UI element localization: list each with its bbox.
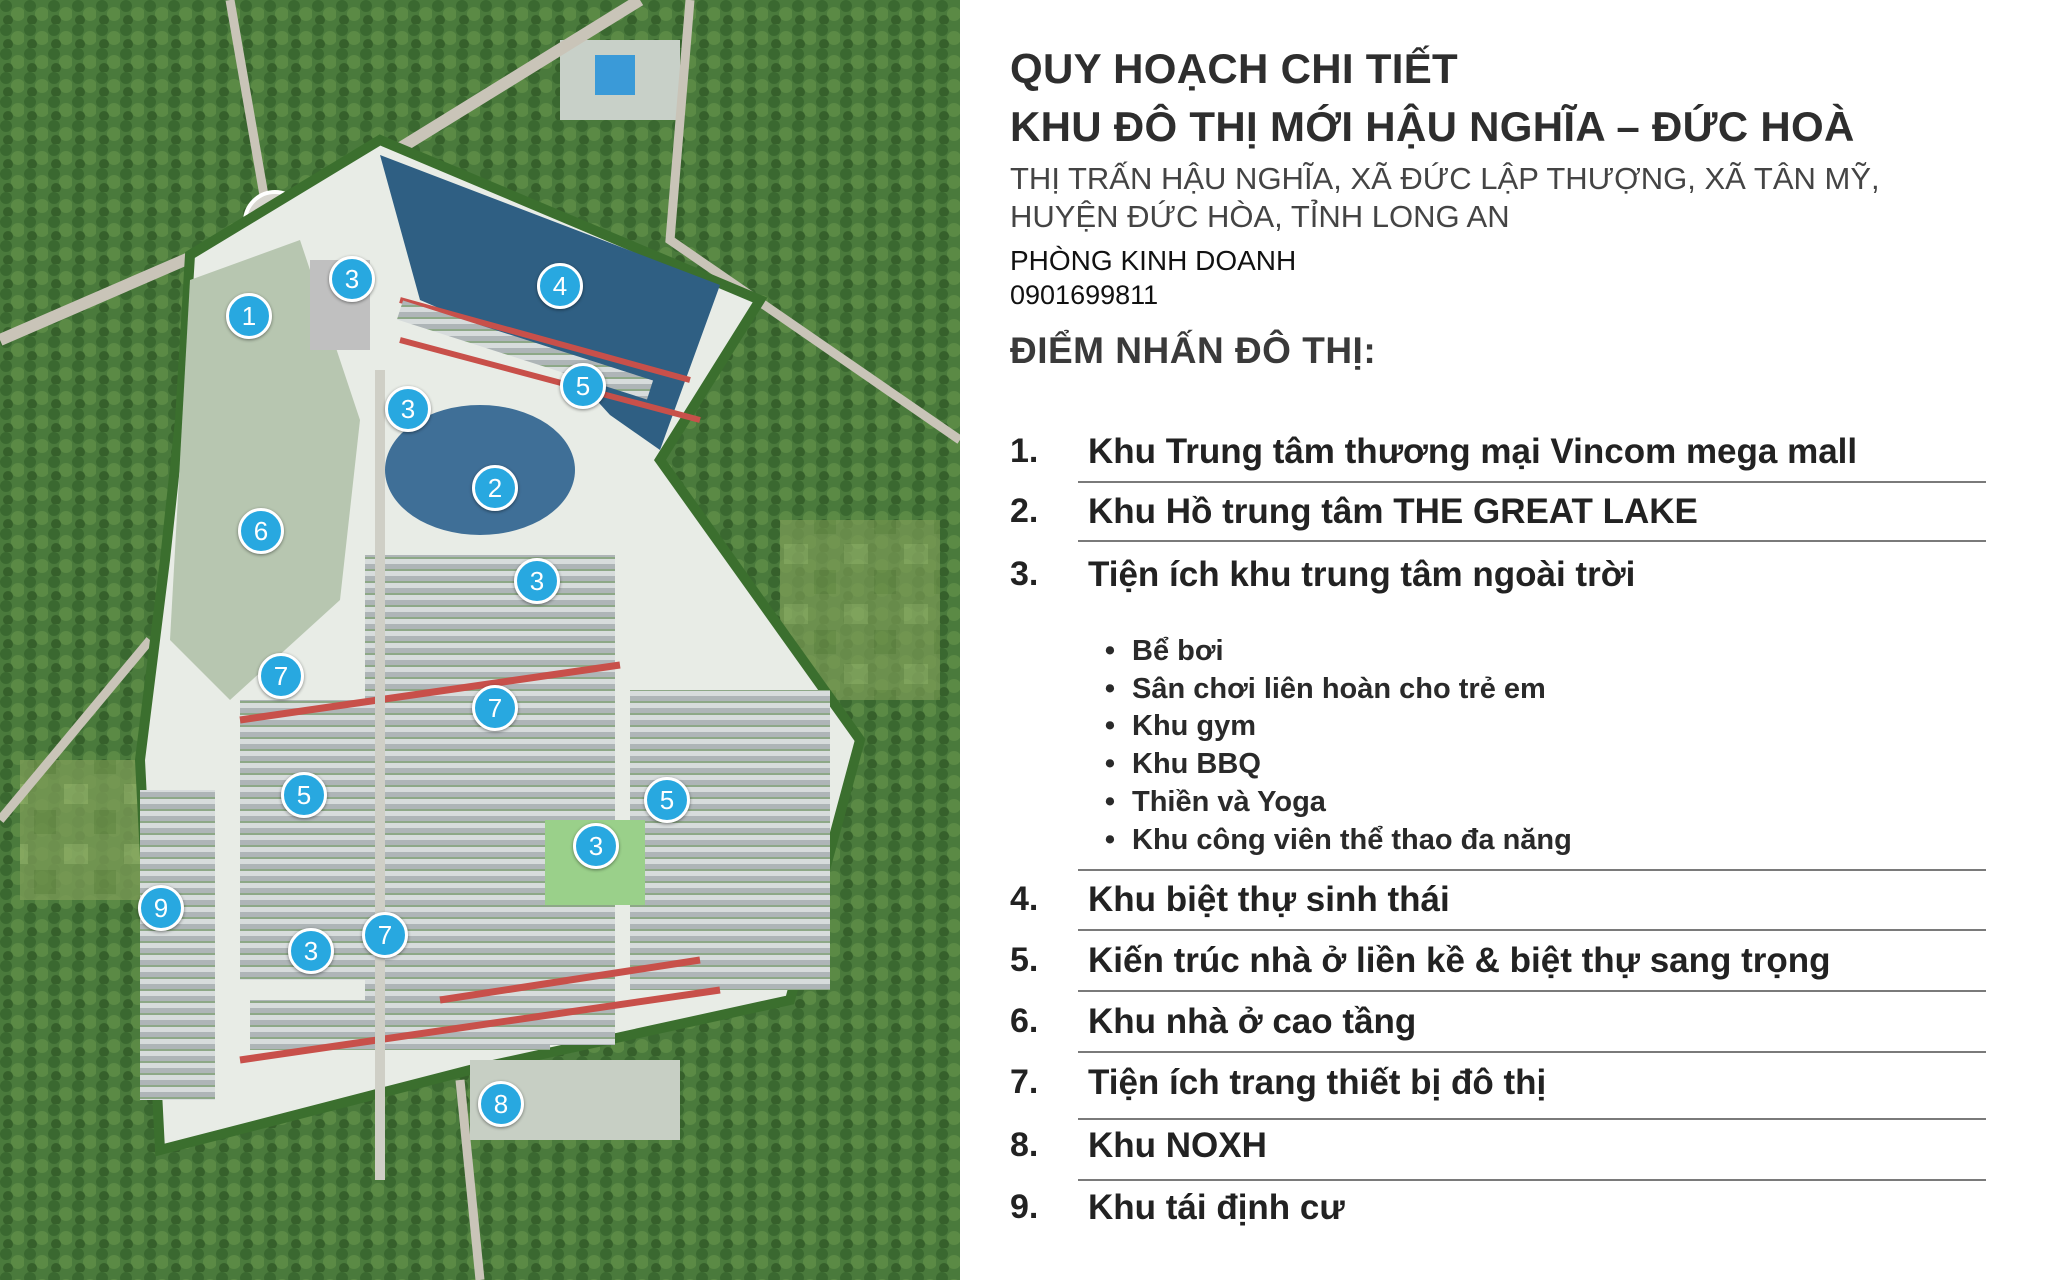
divider	[1078, 929, 1986, 931]
legend-label: Khu NOXH	[1088, 1126, 1267, 1165]
map-marker-9: 9	[138, 885, 184, 931]
sub-item-label: Sân chơi liên hoàn cho trẻ em	[1132, 673, 1546, 705]
legend-label: Tiện ích khu trung tâm ngoài trời	[1088, 555, 1636, 594]
master-plan-map	[0, 0, 960, 1280]
sub-item-label: Khu BBQ	[1132, 748, 1261, 780]
divider	[1078, 1118, 1986, 1120]
legend-label: Khu tái định cư	[1088, 1188, 1345, 1227]
legend-number: 1.	[1010, 432, 1039, 470]
legend-label: Khu biệt thự sinh thái	[1088, 880, 1450, 919]
divider	[1078, 1179, 1986, 1181]
divider	[1078, 1051, 1986, 1053]
legend-label: Khu Hồ trung tâm THE GREAT LAKE	[1088, 492, 1698, 531]
sub-item: • Thiền và Yoga	[1104, 786, 1326, 818]
legend-number: 7.	[1010, 1063, 1039, 1101]
legend-number: 5.	[1010, 941, 1039, 979]
map-marker-5: 5	[560, 363, 606, 409]
map-marker-7: 7	[258, 653, 304, 699]
divider	[1078, 869, 1986, 871]
legend-number: 8.	[1010, 1126, 1039, 1164]
legend-label: Khu nhà ở cao tầng	[1088, 1002, 1417, 1041]
sub-item: • Bể bơi	[1104, 635, 1224, 667]
legend-number: 3.	[1010, 555, 1039, 593]
map-marker-5: 5	[644, 777, 690, 823]
map-marker-5: 5	[281, 772, 327, 818]
map-marker-3: 3	[573, 823, 619, 869]
divider	[1078, 481, 1986, 483]
legend-number: 9.	[1010, 1188, 1039, 1226]
sub-item-label: Thiền và Yoga	[1132, 786, 1326, 818]
map-marker-6: 6	[238, 508, 284, 554]
divider	[1078, 540, 1986, 542]
sub-item: • Khu BBQ	[1104, 748, 1261, 780]
legend-number: 2.	[1010, 492, 1039, 530]
department: PHÒNG KINH DOANH	[1010, 245, 1297, 276]
sub-item: • Khu công viên thể thao đa năng	[1104, 824, 1572, 856]
address-line-2: HUYỆN ĐỨC HÒA, TỈNH LONG AN	[1010, 199, 1510, 234]
map-marker-4: 4	[537, 263, 583, 309]
legend-number: 4.	[1010, 880, 1039, 918]
legend-label: Khu Trung tâm thương mại Vincom mega mall	[1088, 432, 1858, 471]
map-marker-8: 8	[478, 1081, 524, 1127]
legend-label: Tiện ích trang thiết bị đô thị	[1088, 1063, 1547, 1102]
map-marker-3: 3	[288, 928, 334, 974]
sub-item-label: Khu gym	[1132, 710, 1257, 742]
phone-number: 0901699811	[1010, 280, 1159, 310]
sub-item: • Khu gym	[1104, 710, 1257, 742]
divider	[1078, 990, 1986, 992]
sub-item: • Sân chơi liên hoàn cho trẻ em	[1104, 673, 1546, 705]
legend-label: Kiến trúc nhà ở liền kề & biệt thự sang trọng	[1088, 941, 1831, 980]
legend-panel	[1010, 40, 2010, 1227]
page-title-line2: KHU ĐÔ THỊ MỚI HẬU NGHĨA – ĐỨC HOÀ	[1010, 103, 1855, 150]
section-title: ĐIỂM NHẤN ĐÔ THỊ:	[1010, 330, 1377, 371]
map-marker-1: 1	[226, 293, 272, 339]
sub-item-label: Khu công viên thể thao đa năng	[1132, 824, 1572, 856]
page-title: QUY HOẠCH CHI TIẾT	[1010, 45, 1458, 92]
map-marker-3: 3	[385, 386, 431, 432]
map-marker-7: 7	[472, 685, 518, 731]
legend-number: 6.	[1010, 1002, 1039, 1040]
map-marker-2: 2	[472, 465, 518, 511]
address-line-1: THỊ TRẤN HẬU NGHĨA, XÃ ĐỨC LẬP THƯỢNG, XÃ TÂN MỸ,	[1010, 161, 1880, 196]
sub-item-label: Bể bơi	[1132, 635, 1224, 667]
map-marker-3: 3	[329, 256, 375, 302]
map-marker-3: 3	[514, 558, 560, 604]
map-marker-7: 7	[362, 912, 408, 958]
